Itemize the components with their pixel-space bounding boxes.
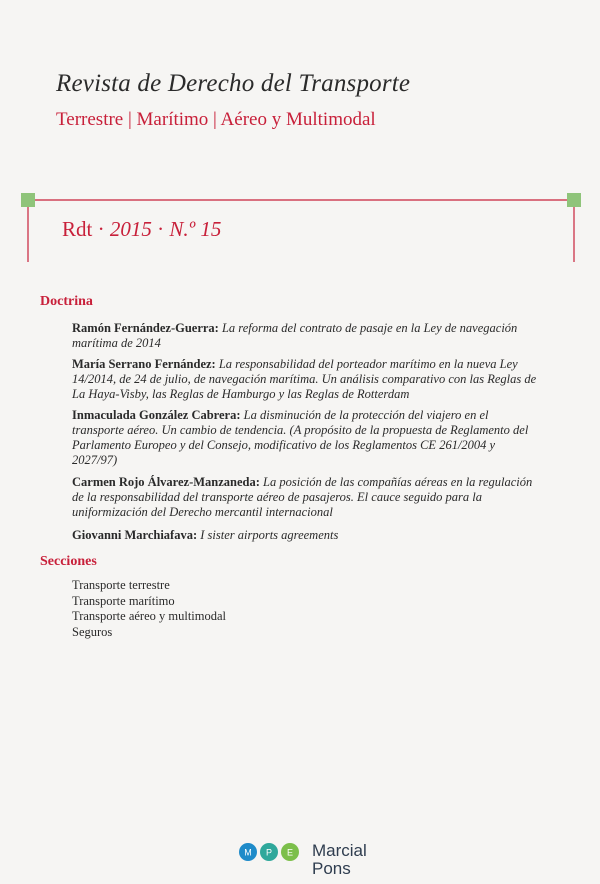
doctrina-entry [72,357,542,402]
secciones-heading: Secciones [40,554,97,569]
issue-year: 2015 [109,217,152,241]
frame-corner-left [21,193,35,207]
journal-title: Revista de Derecho del Transporte [56,70,411,97]
logo-letter: P [265,847,273,858]
secciones-list [72,578,226,640]
issue-sep-1: · [97,217,105,241]
entry-author: Giovanni Marchiafava: [72,528,198,542]
publisher-name-line1: Marcial [312,841,367,860]
entry-author: María Serrano Fernández: [72,357,216,371]
doctrina-entry [72,475,542,520]
entry-author: Ramón Fernández-Guerra: [72,321,219,335]
frame-corner-right [567,193,581,207]
secciones-item: Transporte aéreo y multimodal [72,609,227,623]
entry-title: I sister airports agreements [200,528,339,542]
secciones-item: Transporte marítimo [72,593,175,608]
publisher-name-line2: Pons [312,859,351,878]
doctrina-entry [72,408,542,468]
issue-number: N.º 15 [169,217,222,241]
doctrina-entry [72,528,542,543]
issue-line [62,217,221,242]
secciones-item: Seguros [72,624,113,639]
entry-title: La posición de las compañías aéreas en la regulación de la responsabilidad del transporte aéreo de pasajeros. El cauce seguido para la uniformización del Derecho mercantil internacional [72,475,533,519]
entry-title: La responsabilidad del porteador marítimo en la nueva Ley 14/2014, de 24 de julio, de navegación marítima. Un análisis comparativo con las Reglas de La Haya-Visby, las Reglas de Hamburgo y las Reglas de Rotterdam [72,357,537,401]
doctrina-entry [72,321,542,351]
secciones-item: Transporte terrestre [72,578,170,592]
logo-letter: E [286,847,294,858]
journal-subtitle: Terrestre | Marítimo | Aéreo y Multimodal [56,109,376,130]
doctrina-heading: Doctrina [40,294,93,309]
entry-author: Carmen Rojo Álvarez-Manzaneda: [72,475,260,489]
publisher-name [312,842,367,878]
entry-author: Inmaculada González Cabrera: [72,408,241,422]
issue-sep-2: · [157,217,165,241]
entry-title: La reforma del contrato de pasaje en la Ley de navegación marítima de 2014 [72,321,518,350]
entry-title: La disminución de la protección del viajero en el transporte aéreo. Un cambio de tendencia. (A propósito de la propuesta de Reglamento del Parlamento Europeo y del Consejo, modificativo de los Reglamentos CE 261/2004 y 2027/97) [72,408,529,467]
logo-letter: M [244,847,252,858]
issue-abbr: Rdt [62,217,93,241]
